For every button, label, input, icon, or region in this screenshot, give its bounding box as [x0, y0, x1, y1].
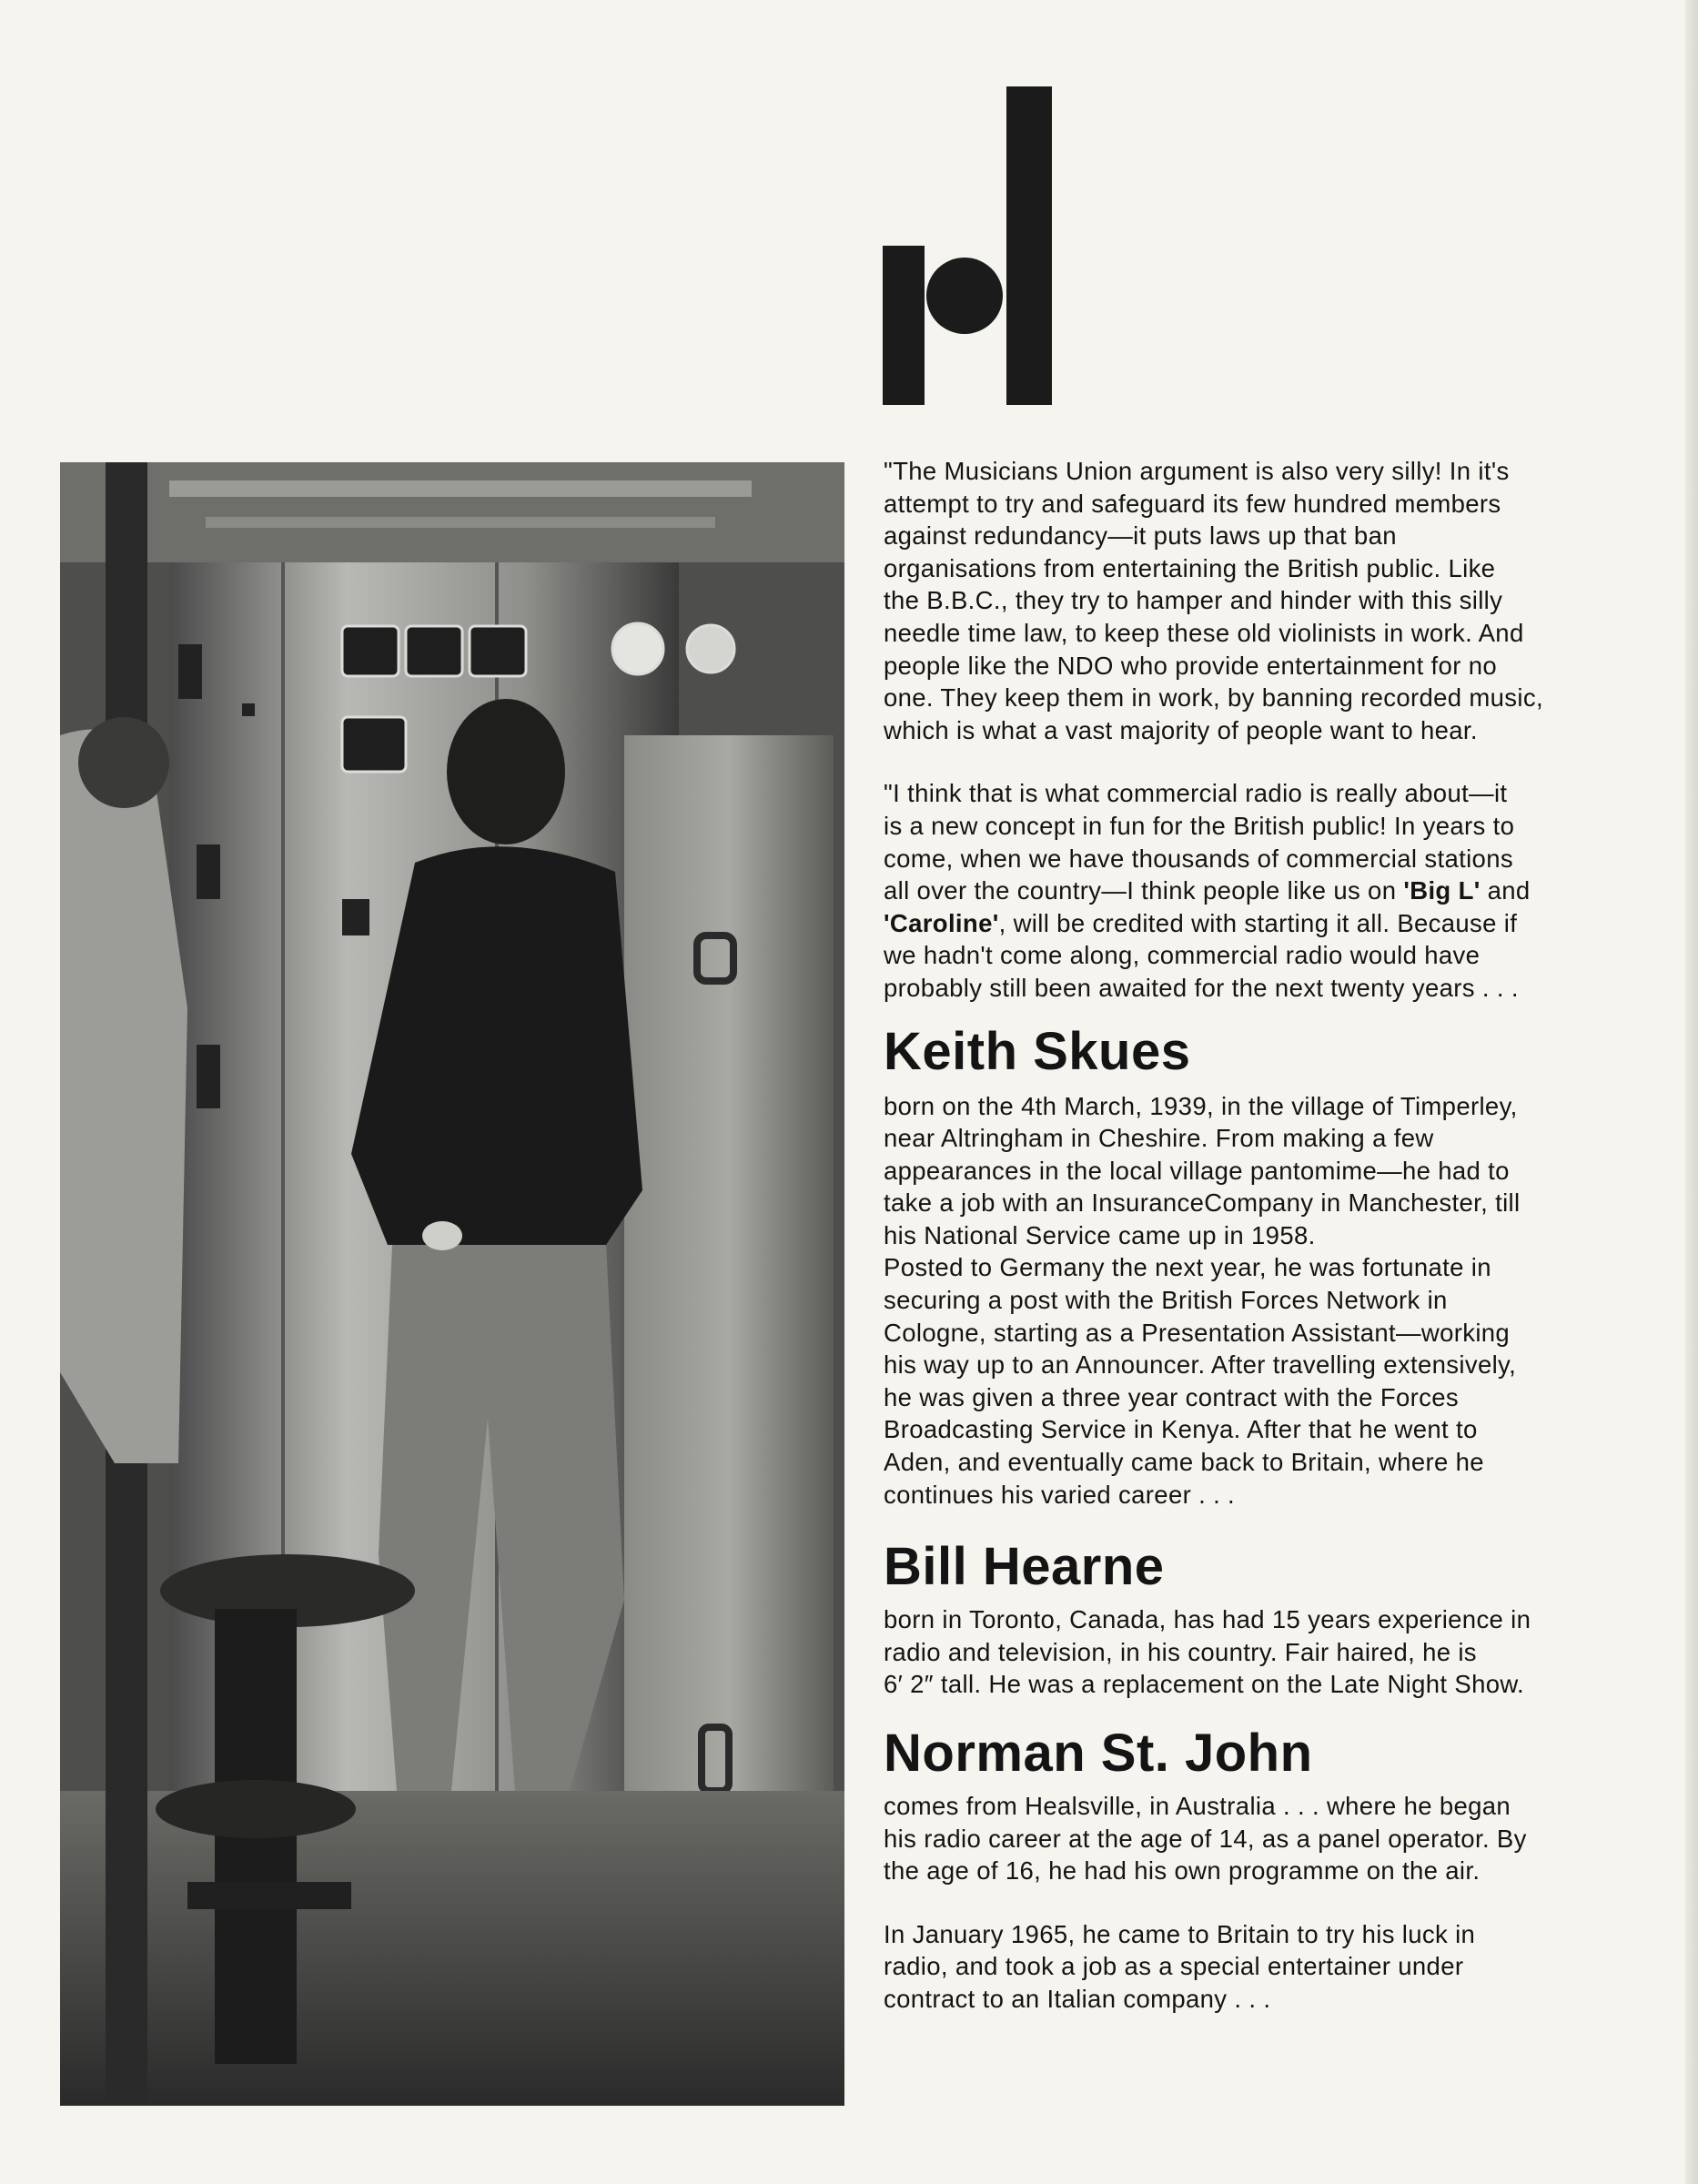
heading-norman-st-john: Norman St. John [884, 1724, 1313, 1783]
text-line: come, when we have thousands of commercial stations [884, 844, 1513, 873]
text-column [884, 455, 1666, 2016]
norman-bio-2 [884, 1918, 1666, 2016]
text-line: against redundancy—it puts laws up that ban [884, 521, 1397, 551]
keith-bio [884, 1090, 1666, 1512]
text-line: In January 1965, he came to Britain to try his luck in [884, 1919, 1476, 1948]
heading-keith-skues: Keith Skues [884, 1021, 1191, 1081]
text-line: 6′ 2″ tall. He was a replacement on the Late Night Show. [884, 1670, 1525, 1699]
logo-dot [926, 258, 1003, 334]
bill-bio [884, 1603, 1666, 1701]
text-line: needle time law, to keep these old violinists in work. And [884, 618, 1524, 647]
text-line: radio, and took a job as a special entertainer under [884, 1952, 1464, 1981]
text-line: Broadcasting Service in Kenya. After that he went to [884, 1415, 1478, 1444]
text-line: appearances in the local village pantomime—he had to [884, 1156, 1510, 1185]
text-line: organisations from entertaining the British public. Like [884, 553, 1496, 582]
text-fragment: and [1480, 876, 1531, 905]
text-line: born in Toronto, Canada, has had 15 years experience in [884, 1605, 1531, 1634]
text-line: "The Musicians Union argument is also very silly! In it's [884, 457, 1510, 485]
heading-bill-hearne: Bill Hearne [884, 1537, 1165, 1597]
norman-bio-1 [884, 1790, 1666, 1887]
text-line: "I think that is what commercial radio is really about—it [884, 779, 1508, 808]
station-name-caroline: 'Caroline' [884, 908, 999, 937]
text-line: people like the NDO who provide entertainment for no [884, 651, 1497, 680]
text-line: the age of 16, he had his own programme on the air. [884, 1856, 1481, 1886]
text-line: near Altringham in Cheshire. From making a few [884, 1124, 1434, 1153]
text-line: Aden, and eventually came back to Britain, where he [884, 1448, 1484, 1477]
text-line: radio and television, in his country. Fair haired, he is [884, 1637, 1477, 1666]
text-line: securing a post with the British Forces Network in [884, 1286, 1448, 1315]
text-line [884, 907, 1666, 940]
text-line: Posted to Germany the next year, he was fortunate in [884, 1253, 1491, 1282]
intro-paragraph-2 [884, 777, 1666, 1004]
text-line: continues his varied career . . . [884, 1480, 1236, 1509]
logo-left-bar [883, 246, 925, 405]
text-line: contract to an Italian company . . . [884, 1984, 1271, 2013]
text-line [884, 875, 1666, 907]
text-line: the B.B.C., they try to hamper and hinder with this silly [884, 586, 1503, 615]
text-line: Cologne, starting as a Presentation Assistant—working [884, 1318, 1511, 1347]
text-line: comes from Healsville, in Australia . . . where he began [884, 1792, 1511, 1820]
text-line: take a job with an InsuranceCompany in Manchester, till [884, 1188, 1521, 1218]
text-line: born on the 4th March, 1939, in the village of Timperley, [884, 1091, 1518, 1120]
transmitter-room-photo [60, 462, 844, 2106]
text-line: he was given a three year contract with the Forces [884, 1382, 1459, 1411]
station-name-big-l: 'Big L' [1403, 876, 1481, 905]
intro-paragraph-1 [884, 455, 1666, 746]
page-edge [1685, 0, 1698, 2184]
text-fragment: , will be credited with starting it all. Because if [998, 908, 1518, 937]
text-line: his National Service came up in 1958. [884, 1220, 1316, 1249]
rl-logo [883, 86, 1056, 405]
text-line: one. They keep them in work, by banning recorded music, [884, 683, 1543, 713]
text-line: his way up to an Announcer. After travelling extensively, [884, 1350, 1517, 1380]
text-fragment: all over the country—I think people like us on [884, 876, 1404, 905]
text-line: which is what a vast majority of people want to hear. [884, 715, 1478, 744]
logo-right-bar [1006, 86, 1052, 405]
text-line: we hadn't come along, commercial radio would have [884, 941, 1481, 970]
text-line: is a new concept in fun for the British public! In years to [884, 811, 1515, 840]
text-line: his radio career at the age of 14, as a panel operator. By [884, 1824, 1527, 1853]
text-line: attempt to try and safeguard its few hundred members [884, 489, 1501, 518]
text-line: probably still been awaited for the next twenty years . . . [884, 973, 1519, 1002]
